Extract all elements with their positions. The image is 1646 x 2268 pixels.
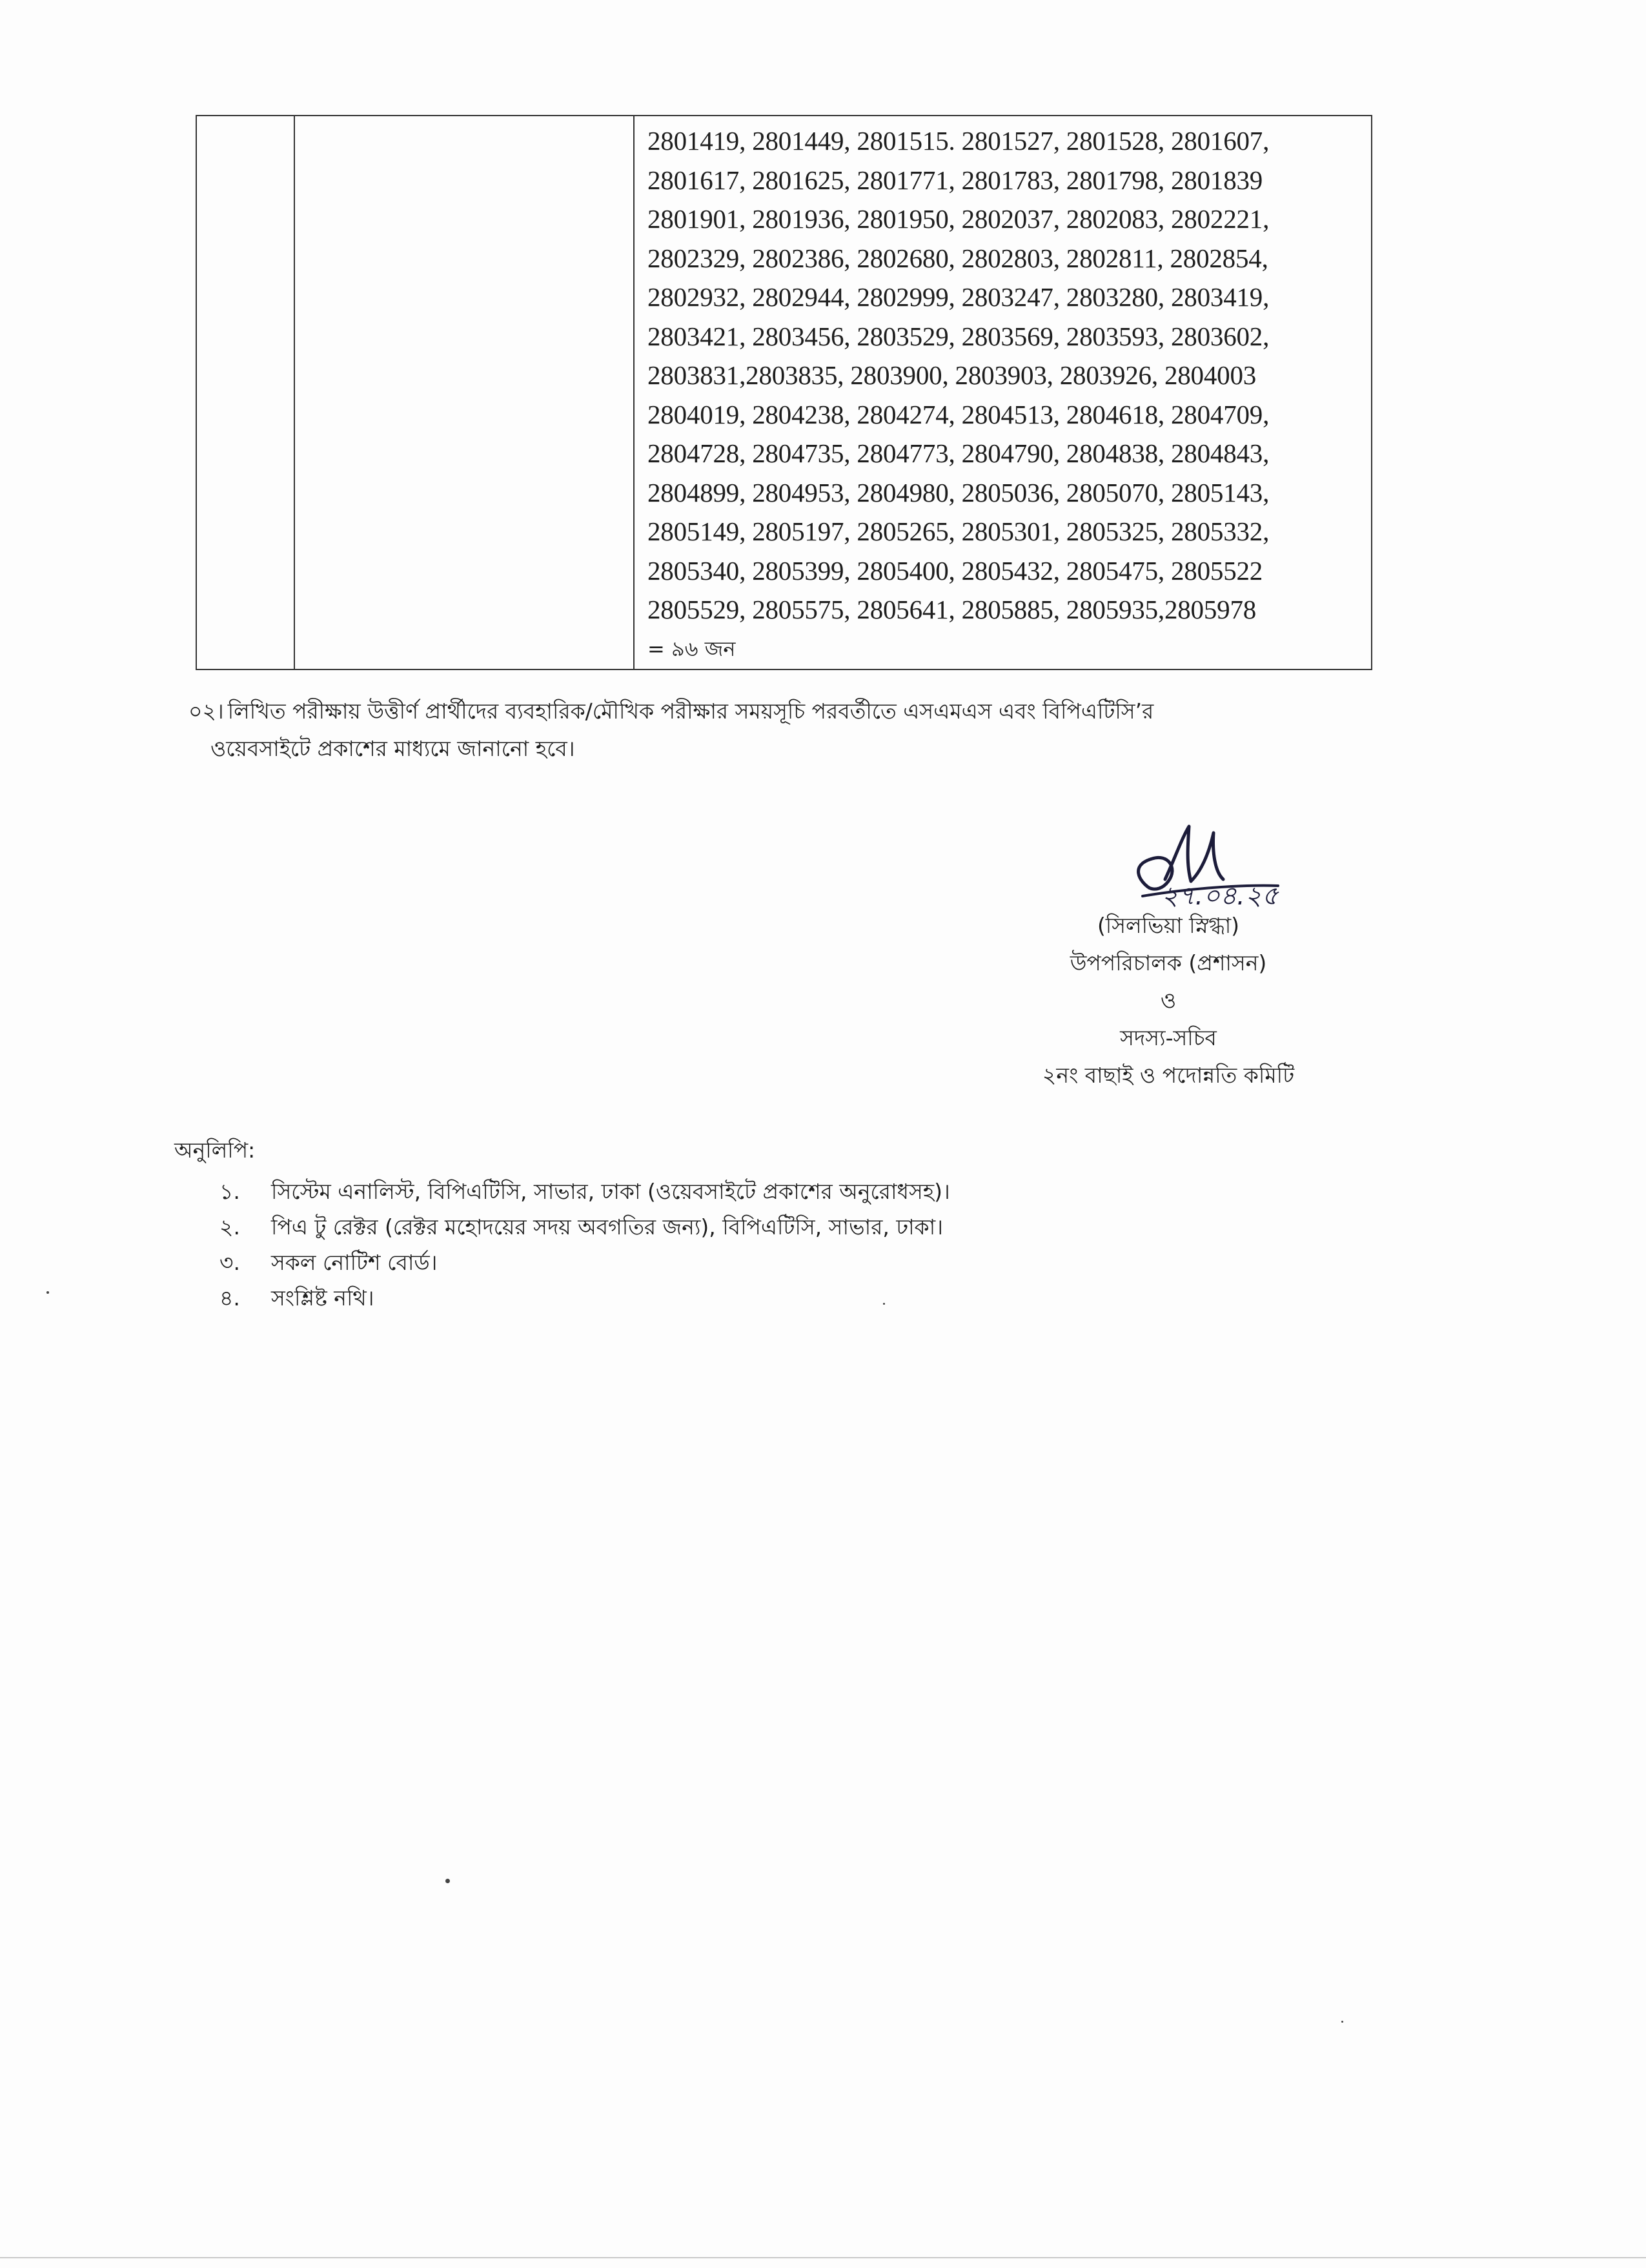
- roll-number-line: 2805529, 2805575, 2805641, 2805885, 2805935,2805978: [647, 595, 1257, 624]
- copy-list: [219, 1174, 1188, 1316]
- scan-speck: [883, 1303, 885, 1305]
- signatory-conjunction: ও: [1160, 988, 1177, 1013]
- notice-number: ০২।: [188, 699, 224, 724]
- candidate-total: = ৯৬ জন: [647, 636, 736, 661]
- signatory-name: (সিলভিয়া স্নিগ্ধা): [1097, 913, 1240, 938]
- roll-number-line: 2803421, 2803456, 2803529, 2803569, 2803593, 2803602,: [647, 321, 1270, 351]
- roll-number-line: 2801617, 2801625, 2801771, 2801783, 2801798, 2801839: [647, 165, 1263, 195]
- roll-number-cell: [647, 121, 1364, 668]
- scan-speck: [445, 1879, 450, 1883]
- table-column-divider: [633, 116, 635, 669]
- roll-number-line: 2803831,2803835, 2803900, 2803903, 2803926, 2804003: [647, 360, 1257, 390]
- roll-number-line: 2805149, 2805197, 2805265, 2805301, 2805325, 2805332,: [647, 516, 1270, 546]
- copy-item: [219, 1245, 1188, 1280]
- scan-edge-line: [0, 2257, 1646, 2258]
- notice-text-line1: লিখিত পরীক্ষায় উত্তীর্ণ প্রার্থীদের ব্যবহারিক/মৌখিক পরীক্ষার সময়সূচি পরবর্তীতে এসএমএস এবং বিপিএটিসি’র: [227, 699, 1154, 724]
- copy-item-number: ১.: [219, 1179, 240, 1204]
- roll-number-line: 2802932, 2802944, 2802999, 2803247, 2803280, 2803419,: [647, 282, 1270, 312]
- notice-text-line2: ওয়েবসাইটে প্রকাশের মাধ্যমে জানানো হবে।: [210, 736, 575, 761]
- roll-number-line: 2802329, 2802386, 2802680, 2802803, 2802811, 2802854,: [647, 243, 1268, 273]
- copy-item-number: ২.: [219, 1214, 240, 1240]
- copy-heading: অনুলিপি:: [174, 1138, 256, 1163]
- roll-number-line: 2805340, 2805399, 2805400, 2805432, 2805475, 2805522: [647, 555, 1263, 586]
- copy-item-text: সংশ্লিষ্ট নথি।: [271, 1285, 374, 1311]
- copy-item: [219, 1209, 1188, 1245]
- copy-item-text: সকল নোটিশ বোর্ড।: [271, 1250, 438, 1275]
- roll-number-line: 2804019, 2804238, 2804274, 2804513, 2804618, 2804709,: [647, 399, 1270, 429]
- copy-item-number: ৪.: [219, 1285, 240, 1311]
- notice-paragraph: [188, 693, 1396, 768]
- scan-speck: [46, 1291, 49, 1294]
- signatory-designation: উপপরিচালক (প্রশাসন): [1070, 950, 1267, 976]
- signatory-role: সদস্য-সচিব: [1120, 1025, 1217, 1050]
- roll-number-line: 2801901, 2801936, 2801950, 2802037, 2802083, 2802221,: [647, 204, 1270, 234]
- copy-item-text: সিস্টেম এনালিস্ট, বিপিএটিসি, সাভার, ঢাকা (ওয়েবসাইটে প্রকাশের অনুরোধসহ)।: [271, 1179, 950, 1204]
- copy-item-text: পিএ টু রেক্টর (রেক্টর মহোদয়ের সদয় অবগতির জন্য), বিপিএটিসি, সাভার, ঢাকা।: [271, 1214, 944, 1240]
- copy-item: [219, 1280, 1188, 1316]
- scan-speck: [1341, 2021, 1343, 2023]
- result-table: [196, 115, 1372, 670]
- copy-item-number: ৩.: [219, 1250, 240, 1275]
- table-column-divider: [294, 116, 295, 669]
- copy-item: [219, 1174, 1188, 1209]
- signature-date: ২৭.০৪.২৫: [1161, 881, 1279, 911]
- roll-number-line: 2801419, 2801449, 2801515. 2801527, 2801528, 2801607,: [647, 126, 1270, 156]
- signature-block: [968, 820, 1420, 1104]
- roll-number-line: 2804899, 2804953, 2804980, 2805036, 2805070, 2805143,: [647, 477, 1270, 507]
- signatory-committee: ২নং বাছাই ও পদোন্নতি কমিটি: [1042, 1063, 1295, 1088]
- roll-number-line: 2804728, 2804735, 2804773, 2804790, 2804838, 2804843,: [647, 438, 1270, 468]
